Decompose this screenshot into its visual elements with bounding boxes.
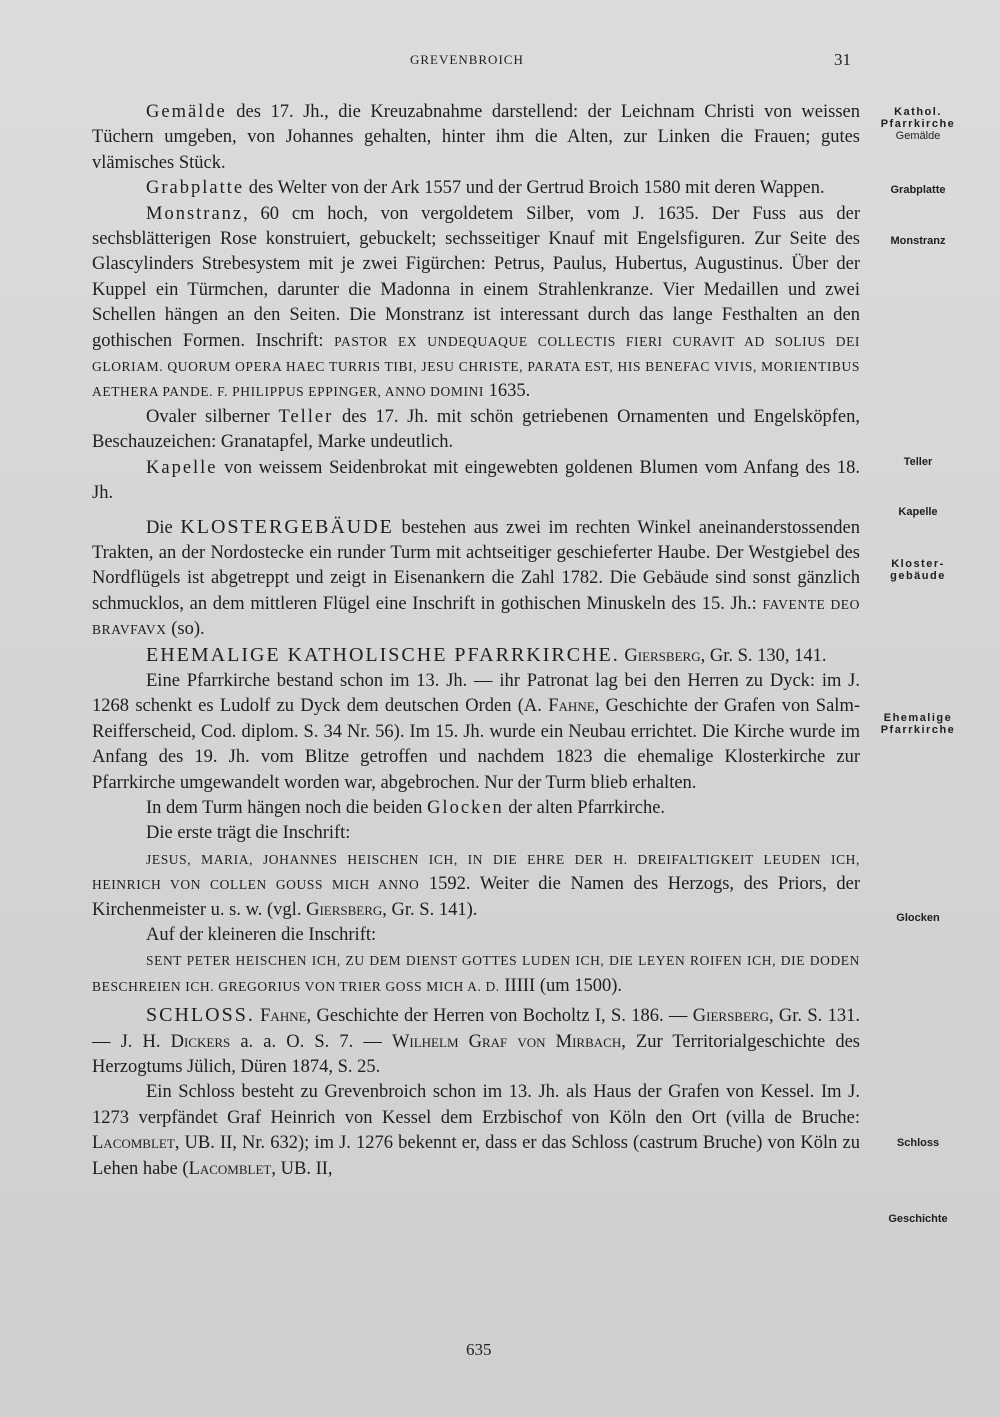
paragraph-text: a. a. O. S. 7. — <box>230 1031 392 1052</box>
heading-klostergebaeude: KLOSTERGEBÄUDE <box>180 515 394 538</box>
paragraph-text: von weissem Seidenbrokat mit eingewebten goldenen Blumen vom Anfang des 18. Jh. <box>92 457 860 504</box>
paragraph-text: IIIII (um 1500). <box>499 975 623 996</box>
margin-note-monstranz: Monstranz <box>890 235 946 247</box>
paragraph-text: Ein Schloss besteht zu Grevenbroich schon im 13. Jh. als Haus der Grafen von Kessel. Im J. 1273 verpfändet Graf Heinrich von Kessel dem Erzbischof von Köln den Ort (villa de Bruche: <box>92 1082 860 1128</box>
term-kapelle: Kapelle <box>146 457 218 478</box>
paragraph-text: Ovaler silberner <box>146 406 279 427</box>
margin-note-kapelle: Kapelle <box>898 506 938 518</box>
paragraph-text: Gr. S. 130, 141. <box>705 645 827 666</box>
paragraph-monstranz <box>92 202 860 405</box>
term-teller: Teller <box>278 406 334 427</box>
running-title: GREVENBROICH <box>410 52 524 67</box>
term-glocken: Glocken <box>427 797 504 818</box>
inscription-kloster: FAVENTE DEO BRAVFAVX <box>92 596 860 638</box>
inscription-year: 1635. <box>483 381 531 402</box>
inscription-monstranz: PASTOR EX UNDEQUAQUE COLLECTIS FIERI CURAVIT AD SOLIUS DEI GLORIAM. QUORUM OPERA HAEC TURRIS TIBI, JESU CHRISTE, PARATA EST, HIS BENEFAC VIVIS, MORIENTIBUS AETHERA PANDE. F. PHILIPPUS EPPINGER, ANNO DOMINI <box>92 333 861 400</box>
margin-note-kathol-pfarrkirche <box>868 106 968 142</box>
margin-note-line: Gemälde <box>895 130 941 142</box>
margin-note-line: Pfarrkirche <box>880 118 956 130</box>
margin-note-ehemalige-pfarrkirche <box>868 712 968 736</box>
paragraph-pfarrkirche-history <box>92 669 860 796</box>
margin-note-schloss: Schloss <box>896 1137 940 1149</box>
margin-note-klostergebaeude <box>868 558 968 582</box>
paragraph-text: , Gr. S. 131. — J. H. <box>92 1006 860 1052</box>
paragraph-text: Die <box>146 517 181 538</box>
paragraph-text: Eine Pfarrkirche bestand schon im 13. Jh. — ihr Patronat lag bei den Herren zu Dyck: im J. 1268 schenkt es Ludolf zu Dyck dem deutschen Orden (A. <box>92 670 860 717</box>
margin-note-line: Kathol. <box>894 106 942 118</box>
paragraph-text: 1592. Weiter die Namen des Herzogs, des Priors, der Kirchenmeister u. s. w. (vgl. <box>92 874 860 920</box>
paragraph-text: der alten Pfarrkirche. <box>503 797 666 818</box>
paragraph-text: , 60 cm hoch, von vergoldetem Silber, vom J. 1635. Der Fuss aus der sechsblätterigen Rose konstruiert, gebuckelt; sechsseitiger Knauf mit Engelsfiguren. Zur Seite des Glascylinders Strebesystem mit je zwei Figürchen: Petrus, Paulus, Hubertus, Augustinus. Über der Kuppel ein Türmchen, darunter die Madonna in einem Strahlenkranze. Vier Medaillen und zwei Schellen hängen an den Seiten. Die Monstranz ist interessant durch das lange Festhalten an den gothischen Formen. Inschrift: <box>92 203 860 351</box>
heading-schloss: SCHLOSS. <box>146 1004 255 1027</box>
author-giersberg: Giersberg <box>692 1006 769 1027</box>
paragraph-first-bell: Die erste trägt die Inschrift: <box>146 823 351 844</box>
body-text <box>92 100 860 1182</box>
author-giersberg: Giersberg, <box>619 645 706 666</box>
margin-note-teller: Teller <box>903 456 933 468</box>
paragraph-grabplatte <box>92 176 860 201</box>
page-number: 31 <box>834 50 851 69</box>
author-lacomblet: Lacomblet <box>188 1158 272 1179</box>
margin-note-line: Kloster- <box>891 558 945 570</box>
author-dickers: Dickers <box>170 1031 231 1052</box>
paragraph-glocken <box>92 796 860 821</box>
paragraph-schloss-history <box>92 1080 860 1182</box>
paragraph-ehemalige-pfarrkirche <box>92 643 860 669</box>
paragraph-first-inscription <box>92 847 860 923</box>
margin-note-grabplatte: Grabplatte <box>890 184 946 196</box>
author-mirbach: Wilhelm Graf von Mirbach <box>391 1031 622 1052</box>
term-gemaelde: Gemälde <box>146 102 227 122</box>
paragraph-text: In dem Turm hängen noch die beiden <box>146 797 428 818</box>
author-giersberg: Giersberg <box>306 899 383 920</box>
paragraph-second-inscription <box>92 948 860 999</box>
sheet-number: 635 <box>466 1340 492 1359</box>
paragraph-text: , UB. II, <box>271 1158 333 1179</box>
margin-note-line: Pfarrkirche <box>880 724 956 736</box>
paragraph-text: (so). <box>166 619 205 640</box>
paragraph-teller <box>92 405 860 456</box>
paragraph-text: des Welter von der Ark 1557 und der Gertrud Broich 1580 mit deren Wappen. <box>244 178 825 199</box>
paragraph-text: bestehen aus zwei im rechten Winkel aneinanderstossenden Trakten, an der Nordostecke ein runder Turm mit achtseitiger geschieferter Haube. Der Westgiebel des Nordflügels ist abgetreppt und zeigt in Eisenankern die Zahl 1782. Die Gebäude sind sonst gänzlich schmucklos, an dem mittleren Flügel eine Inschrift in gothischen Minuskeln des 15. Jh.: <box>92 517 860 614</box>
paragraph-text: des 17. Jh. mit schön getriebenen Ornamenten und Engelsköpfen, Beschauzeichen: Granatapfel, Marke undeutlich. <box>92 406 860 453</box>
paragraph-klostergebaeude <box>92 515 860 643</box>
paragraph-text: des 17. Jh., die Kreuzabnahme darstellend: der Leichnam Christi von weissen Tüchern umgeben, von Johannes gehalten, hinter ihm die Alten, zur Linken die Frauen; gutes vlämisches Stück. <box>92 102 860 173</box>
inscription-first-bell: JESUS, MARIA, JOHANNES HEISCHEN ICH, IN DIE EHRE DER H. DREIFALTIGKEIT LEUDEN ICH, HEINRICH VON COLLEN GOUSS MICH ANNO <box>92 851 860 893</box>
term-monstranz: Monstranz <box>146 203 244 224</box>
author-fahne: Fahne <box>254 1006 307 1027</box>
paragraph-gemaelde <box>92 100 860 176</box>
author-lacomblet: Lacomblet <box>92 1133 175 1154</box>
margin-note-geschichte: Geschichte <box>888 1213 948 1225</box>
paragraph-second-bell: Auf der kleineren die Inschrift: <box>146 925 377 945</box>
paragraph-schloss-literature <box>92 1003 860 1080</box>
paragraph-text: , Geschichte der Herren von Bocholtz I, S. 186. — <box>306 1006 693 1027</box>
margin-note-line: gebäude <box>890 570 946 582</box>
paragraph-text: , UB. II, Nr. 632); im J. 1276 bekennt er, dass er das Schloss (castrum Bruche) von Köln zu Lehen habe ( <box>92 1133 860 1179</box>
margin-note-line: Ehemalige <box>883 712 953 724</box>
margin-note-glocken: Glocken <box>896 912 940 924</box>
author-fahne: Fahne <box>548 696 595 717</box>
paragraph-text: , Gr. S. 141). <box>382 899 478 920</box>
paragraph-kapelle <box>92 456 860 507</box>
paragraph-text: , Geschichte der Grafen von Salm-Reifferscheid, Cod. diplom. S. 34 Nr. 56). Im 15. Jh. wurde ein Neubau errichtet. Die Kirche wurde im Anfang des 19. Jh. vom Blitze getroffen und nachdem 1823 die ehemalige Klosterkirche zur Pfarrkirche umgewandelt worden war, abgebrochen. Nur der Turm blieb erhalten. <box>92 696 860 793</box>
inscription-second-bell: SENT PETER HEISCHEN ICH, ZU DEM DIENST GOTTES LUDEN ICH, DIE LEYEN ROIFEN ICH, DIE DODEN BESCHREIEN ICH. GREGORIUS VON TRIER GOSS MICH A. D. <box>92 953 860 994</box>
paragraph-text: , Zur Territorialgeschichte des Herzogtums Jülich, Düren 1874, S. 25. <box>92 1031 860 1078</box>
term-grabplatte: Grabplatte <box>146 178 245 199</box>
heading-ehemalige-pfarrkirche: EHEMALIGE KATHOLISCHE PFARRKIRCHE. <box>146 643 620 666</box>
